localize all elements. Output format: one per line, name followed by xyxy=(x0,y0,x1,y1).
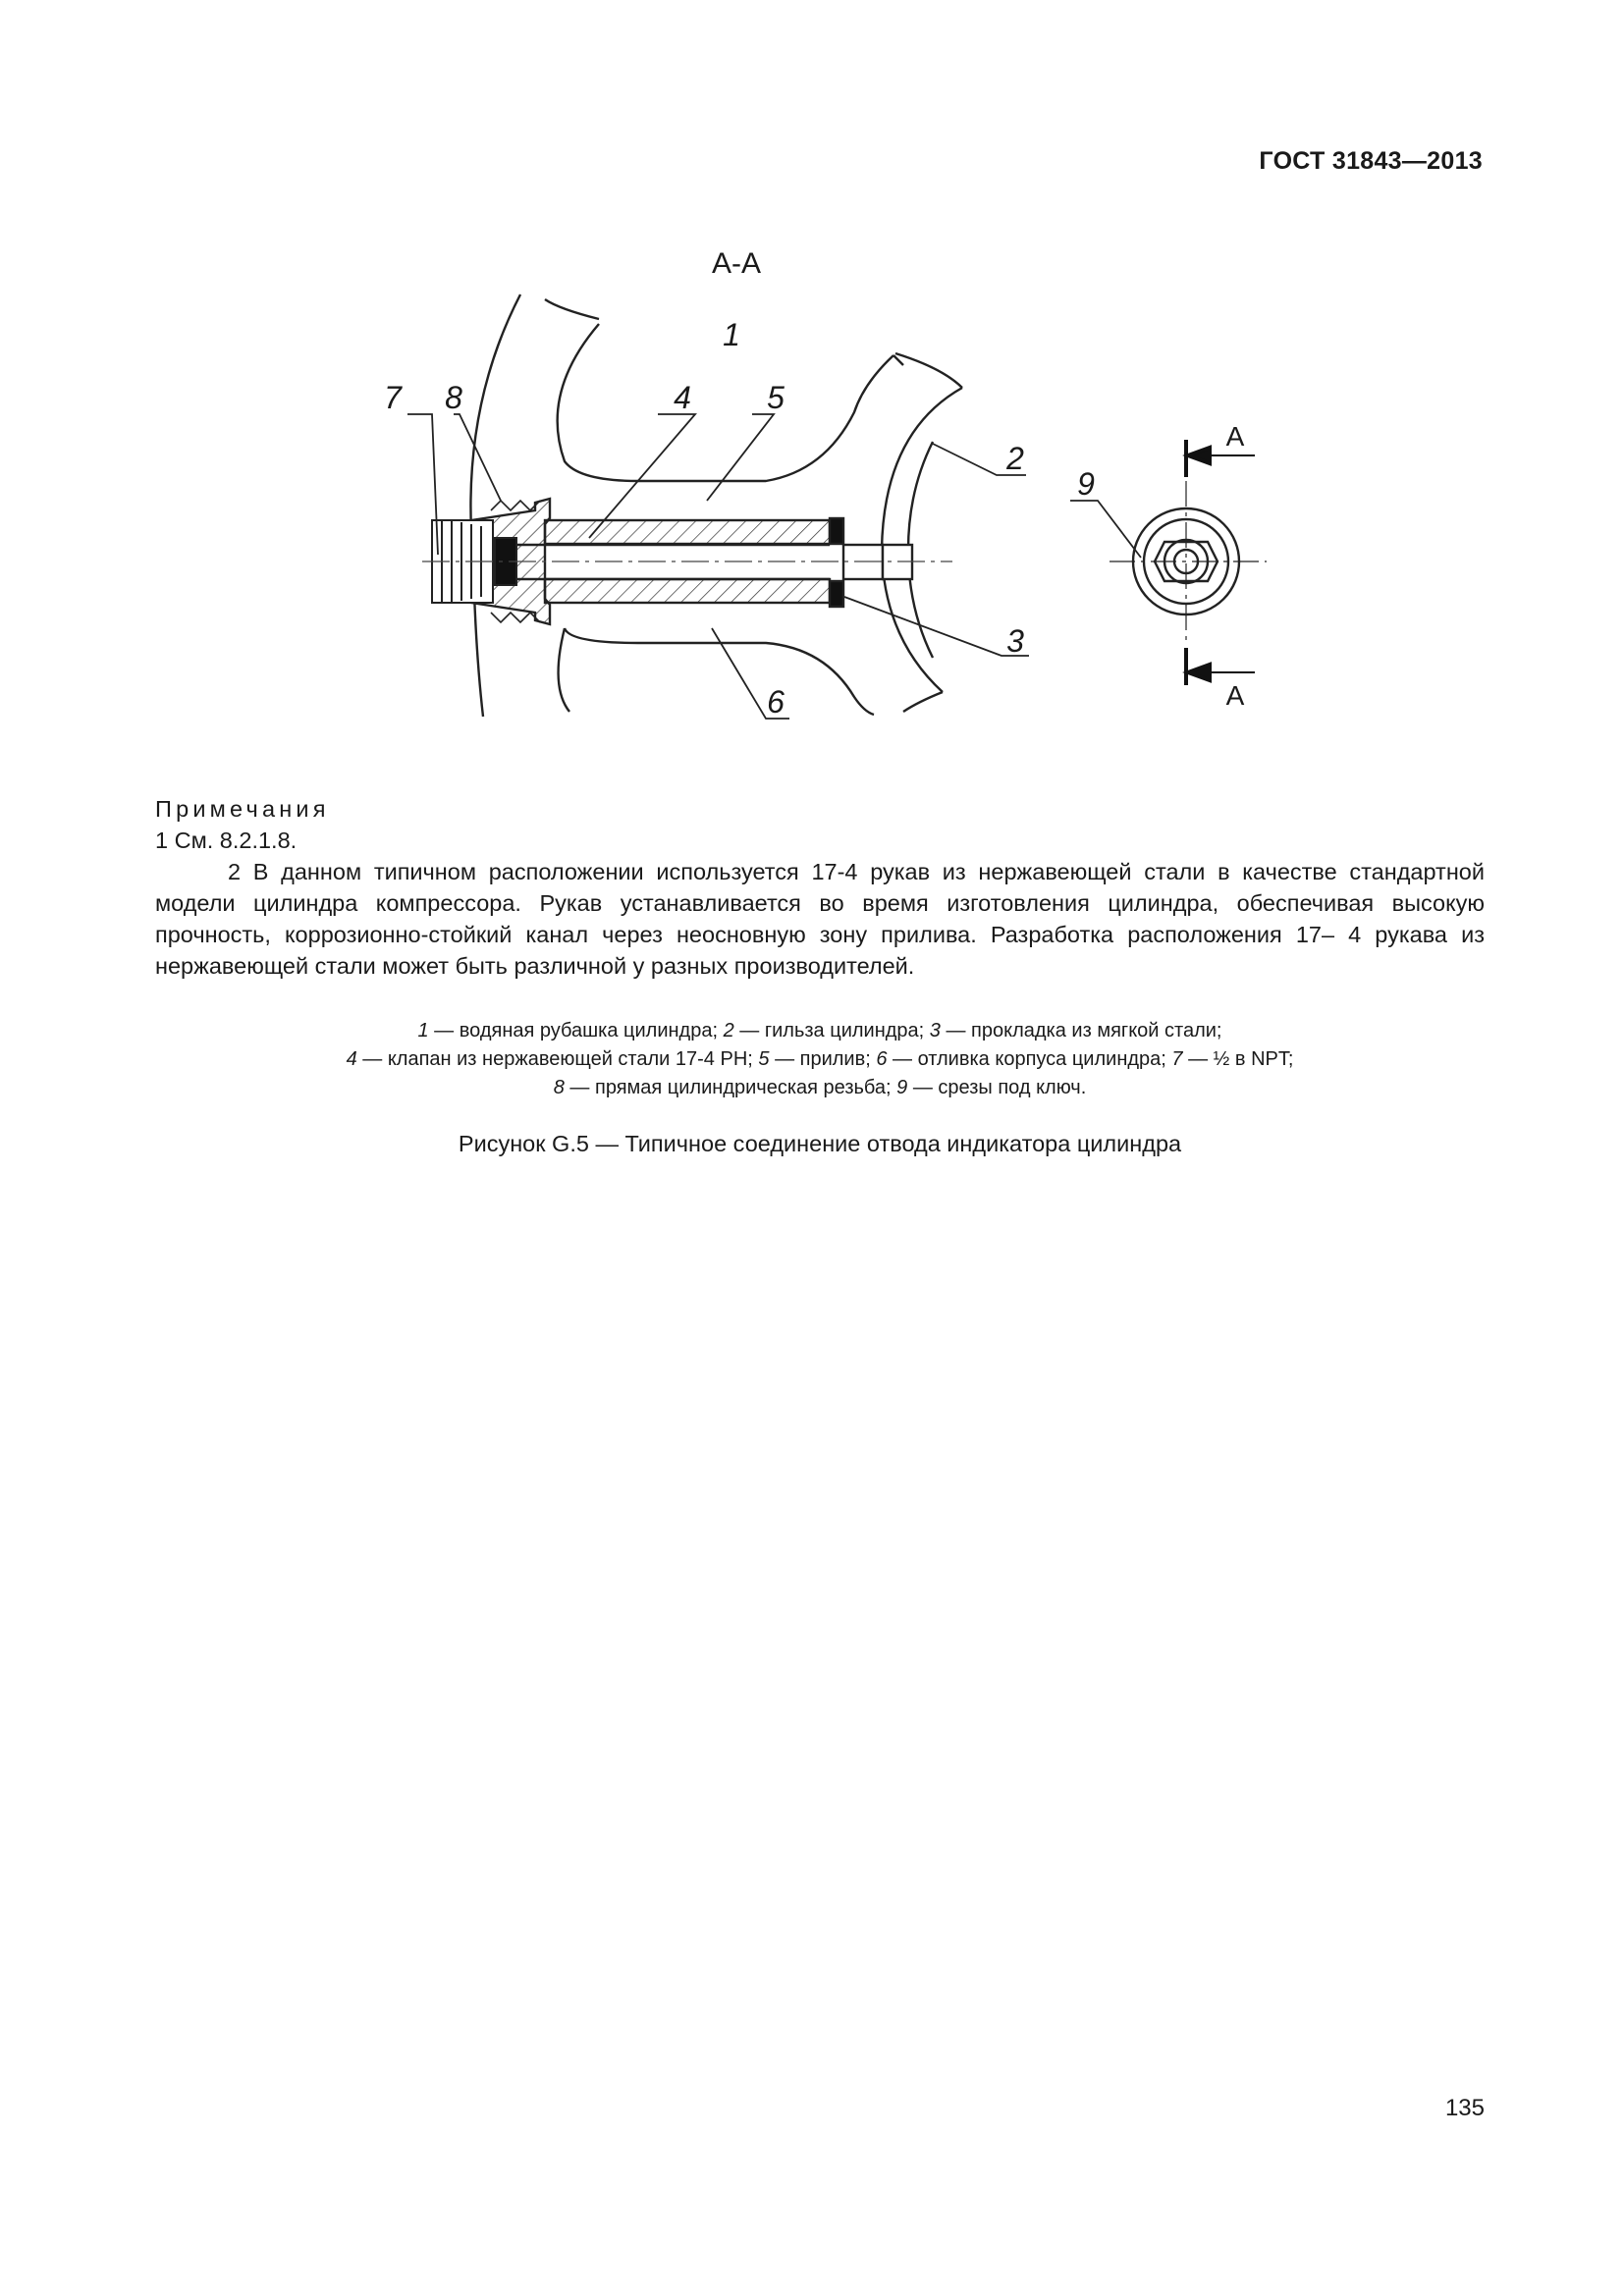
legend-num: 4 xyxy=(346,1048,357,1070)
note-1: 1 См. 8.2.1.8. xyxy=(155,828,298,853)
legend-num: 7 xyxy=(1171,1048,1183,1070)
section-marker-bottom-label: А xyxy=(1225,680,1245,711)
note-2: 2 В данном типичном расположении используется 17-4 рукав из нержавеющей стали в качестве стандартной модели цилиндра компрессора. Рукав устанавливается во время изготовления цилиндра, обеспечивая высокую прочность, коррозионно-стойкий канал через неосновную зону прилива. Разработка расположения 17– 4 рукава из нержавеющей стали может быть различной у разных производителей. xyxy=(155,859,1485,979)
legend-line-3: 8 — прямая цилиндрическая резьба; 9 — срезы под ключ. xyxy=(553,1077,1087,1098)
page-number: 135 xyxy=(1444,2095,1485,2121)
standard-designation: ГОСТ 31843—2013 xyxy=(1259,147,1483,175)
callout-8: 8 xyxy=(445,380,462,415)
legend-num: 9 xyxy=(896,1077,908,1098)
legend-num: 5 xyxy=(758,1048,770,1070)
callout-2: 2 xyxy=(1006,441,1024,476)
callout-6: 6 xyxy=(767,684,785,720)
legend-text: прилив; xyxy=(799,1048,871,1070)
section-marker-top-label: А xyxy=(1225,421,1245,452)
section-marker-bottom xyxy=(1186,648,1255,685)
legend-num: 1 xyxy=(417,1020,429,1041)
notes xyxy=(155,793,1485,982)
legend-num: 2 xyxy=(723,1020,734,1041)
legend-text: прокладка из мягкой стали; xyxy=(971,1020,1222,1041)
legend-text: гильза цилиндра; xyxy=(764,1020,925,1041)
legend-line-2: 4 — клапан из нержавеющей стали 17-4 PH; 5 — прилив; 6 — отливка корпуса цилиндра; 7 — ½ в NPT; xyxy=(346,1048,1294,1070)
callout-4: 4 xyxy=(674,380,691,415)
callout-3: 3 xyxy=(1006,623,1024,659)
legend-num: 6 xyxy=(876,1048,888,1070)
legend-text: срезы под ключ. xyxy=(938,1077,1087,1098)
notes-title: Примечания xyxy=(155,796,330,822)
legend-line-1: 1 — водяная рубашка цилиндра; 2 — гильза цилиндра; 3 — прокладка из мягкой стали; xyxy=(417,1020,1222,1041)
callout-5: 5 xyxy=(767,380,785,415)
legend-text: ½ в NPT; xyxy=(1213,1048,1294,1070)
legend-text: клапан из нержавеющей стали 17-4 PH; xyxy=(387,1048,753,1070)
legend-num: 8 xyxy=(553,1077,565,1098)
callout-7: 7 xyxy=(384,380,402,415)
figure-legend xyxy=(155,1017,1485,1102)
end-view xyxy=(1110,481,1267,643)
section-label: А-А xyxy=(711,247,762,280)
legend-num: 3 xyxy=(929,1020,941,1041)
section-marker-top xyxy=(1186,440,1255,477)
legend-text: водяная рубашка цилиндра; xyxy=(459,1020,719,1041)
figure-caption: Рисунок G.5 — Типичное соединение отвода индикатора цилиндра xyxy=(458,1131,1182,1156)
legend-text: прямая цилиндрическая резьба; xyxy=(594,1077,892,1098)
callout-1: 1 xyxy=(723,317,740,352)
callout-9: 9 xyxy=(1077,466,1095,502)
stainless-sleeve xyxy=(516,518,912,607)
legend-text: отливка корпуса цилиндра; xyxy=(917,1048,1166,1070)
